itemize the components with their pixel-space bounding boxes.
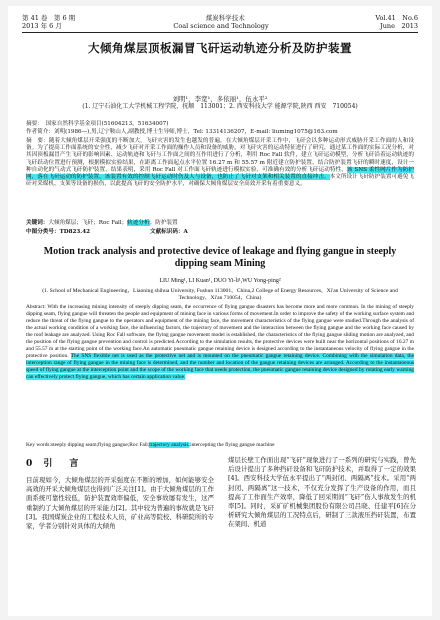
title-cn: 大倾角煤层顶板漏冒飞矸运动轨迹分析及防护装置 [88,41,352,55]
classification-row [26,229,414,236]
volume-en: Vol.41 No.6 [375,14,418,22]
keywords-cn-highlight: 轨迹分析 [127,220,150,226]
keywords-en-text: Key words:steeply dipping seam;flying gangue;Roc Fall; [26,442,150,448]
abstract-cn-part2: 本文所设计飞矸防护装置可避免飞矸对采煤机、支架等设备的损伤，以此提高飞矸的安全防护水平，对确保大倾角煤层安全高效开采有着重要意义。 [26,174,414,188]
affiliation-cn: (1. 辽宁石油化工大学机械工程学院，抚顺 113001；2. 西安科技大学 能源学院,陕西 西安 710054) [82,103,358,110]
body-column-right: 煤层长壁工作面出现“飞矸”现象进行了一系列的研究与实践，曾先后设计提出了多种挡矸设备和飞矸防护技术，并取得了一定的效果[4]。西安科技大学伍永平提出了“两封闭、两隔离”技术。采用“两封闭、两隔离”这一技术，不仅充分发挥了生产设备的作用，而且提高了工作面生产效率，降低了回采期间“飞矸”伤人事故发生的机率[5]。同时，采矿矿机械集团股份有限公司吕晓、任建平[6]在分析研究大倾角煤层的工况特点后，研制了三款液压挡矸装置，布置在架间、机道 [228,456,416,529]
funding-note: 摘要： 国家自然科学基金项目(51604213，51634007) [26,121,169,127]
title-en: Motion track analysis and protective device of leakage and flying gangue in steeply dipping seam Mining [43,246,397,269]
authors-en: LIU Ming¹, LI Kuan¹, DUO Yi-li¹,WU Yong-ping² [159,278,281,284]
affiliation-en: (1. School of Mechanical Engineering，Liaoning shihua University, Fushun 113001，China,2 College of Energy Resources，Xi'an University of Science and Technology，Xi'an 710054，China) [42,288,398,301]
keywords-en-highlight: trajectory analysis [149,442,189,448]
abstract-cn-highlight: 该 SNS 柔性网片作为防护网，落在飞矸运动的防护装置，该装置有效的控制飞矸运动时伤及人与设备，也防止了飞矸对支架和相关装置的直接冲击。 [26,166,414,181]
authors-cn: 刘明¹，李宽¹，多依丽¹，伍永平² [172,95,268,103]
keywords-cn [26,220,414,227]
body-column-left: 目前現如今，大倾角煤层的开采强度在不断的增加，如何能够安全高效的开采大倾角煤层也得到广泛关注[1]。由于大倾角煤层的工作面系统可靠性较低，防护装置效率偏低，安全事故屡有发生，这严重制约了大倾角煤层的开采能力[2]。其中较为普遍的事故就是飞矸[3]。我国煤炭企业的工程技术人员，矿业高等院校、科研院所的专家，学者分别针对具体的大倾角 [26,476,214,531]
date-en: June 2013 [380,22,418,30]
journal-name-cn: 煤炭科学技术 [205,14,245,22]
keywords-en [26,442,414,449]
section-heading-intro: 0 引 言 [26,459,83,469]
keywords-en-tail: ;intercepting the flying gangue machine [188,442,275,448]
clc-number: 中图分类号：TD823.42 [26,229,90,235]
keywords-cn-label: 关键词： [26,220,49,226]
journal-name-en: Coal science and Technology [173,22,269,30]
abstract-cn [26,138,414,188]
author-bio: 作者简介：刘明(1986—),男,辽宁鞍山人,副教授,博士生导师,博士，Tel: 13314136207，E-mail: liuming1075@163.com [26,129,338,135]
abstract-cn-part1: 摘 要：随着大倾角煤层开采强度的不断加大，飞矸灾害的发生也越发的普遍，在大倾角煤层开采工作中，飞矸会以多种运动形式威胁开采工作面的人和设备。为了提高工作面系统的安全性，减少飞矸对开采工作面的操作人员和设备的威胁，对飞矸灾害的运动特征进行了研究，通过某工作面的实际工况分析，对其因顶板漏冒产生飞矸的影响因素、运动轨迹和飞矸与工作面之间的互作用进行了分析，利用 Roc Fall 软件，建立飞矸运动模型，分析飞矸沿着运动轨迹的飞矸跃动位置进行预测，根据模拟实验结果，在距离工作面起点水平位置 16.27 m 和 55.57 m 附近建立防护装置，结合防护装置飞矸的瞬时速度，设计一种自动化的气动式飞矸防护装置，结果表明，采用 Roc Fall 对工作面飞矸轨迹进行模拟实验，可准确有效的分析飞矸运动特性， [26,138,414,173]
header-rule [22,32,418,33]
volume-cn: 第 41 卷 第 6 期 [22,14,76,22]
date-cn: 2013 年 6 月 [22,22,62,30]
running-header [22,14,418,30]
keywords-cn-tail: ；防护装置 [149,220,178,226]
abstract-en [26,304,414,381]
abstract-en-part1: Abstract: With the increasing mining intensity of steeply dipping seam, the occurrence of flying gangue disasters has become more and more common. In the mining of steeply dipping seam, flying gangue will threaten the people and equipment of mining face in various forms of movement.In order to improve the safety of the working surface system and reduce the threat of the flying gangue to the operators and equipment of the mining face, the movement characteristics of the flying gangue were studied.Through the analysis of the actual working condition of a working face, the influencing factors, the trajectory of movement and the interaction between the flying gangue and the working face caused by the roof leakage are analyzed. Using Roc Fall software, the flying gangue movement model is established, the characteristics of the flying gangue sliding motion are analyzed, and the position of the flying gangue prevention and control is predicted.According to the simulation results, the protective devices were built near the horizontal positions of 16.27 m and 55.57 m at the starting point of the working face.An automatic pneumatic gangue retaining device is designed according to the instantaneous velocity of flying gangue in the protective position. [26,304,414,359]
paper-page [8,6,432,616]
keywords-cn-text: 大倾角煤层；飞矸；Roc Fall； [48,220,128,226]
abstract-en-highlight: The SNS flexible net is used as the protective net and is mounted on the pneumatic gangue retaining device. Combining with the simulation data, the interception range of flying gangue in the mining face is determined, and the number and location of the gangue retaining devices are arranged. According to the instantaneous speed of flying gangue at the interception point and the scope of the working face that needs protection, the pneumatic gangue retaining device designed by rotating early warning can effectively protect flying gangue, which has certain application value. [26,353,414,380]
document-code: 文献标识码：A [149,229,188,235]
